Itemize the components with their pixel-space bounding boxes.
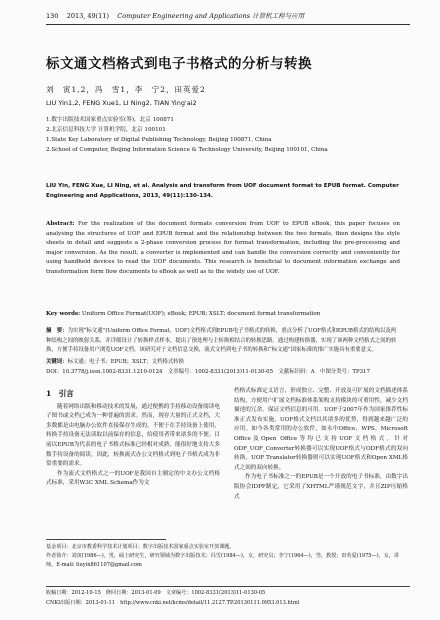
footnotes — [46, 543, 400, 569]
header-journal: Computer Engineering and Applications 计算机工程与应用 — [117, 12, 305, 20]
keywords-english — [46, 310, 400, 320]
abstract-label: Abstract: — [46, 221, 75, 227]
affiliation-1-cn: 1.数字出版技术国家重点实验室(筹)，北京 100871 — [46, 117, 174, 123]
zh-keywords-label: 关键词： — [46, 359, 68, 365]
body-paragraph: 随着网络出版和移动技术的发展，通过便携的手持移动设备阅读电子图书或文档已成为一种普遍的需求。然而，现存大量的正式文档，大多数都是由电脑办公软件直接保存生成的，不便于在手持设备上使用，转换手持设备无法读取以前保存的信息，给使用者带来诸多的不便。目前以EPUB为代表的电子书格式标准已经相对成熟，能很好地支持大多数手持设备的阅读。因此，转换流式办公文档格式到电子书格式成为非常重要的需求。 — [46, 403, 220, 468]
zh-abstract-label: 摘 要： — [46, 328, 68, 334]
affiliation-2-cn: 2.北京信息科技大学 计算机学院，北京 100101 — [46, 127, 166, 133]
running-header — [46, 10, 406, 23]
citation: LIU Yin, FENG Xue, LI Ning, et al. Analysis and transform from UOF document format to EPUB format. Computer Engineering and Applications, 2013, 49(11):130-134. — [46, 183, 399, 199]
zh-abstract-text: 为实现“标文通”(Uniform Office Format，UOF)文档格式到EPUB电子书格式的转换，重点分析了UOF格式和EPUB格式的结构以及两种结构之间的映射关系，并详细设计了转换样式样本，提出了预处理与主转换相结合的转换思路。通过构建转换器，实现了该两种文档格式之间的转换，方便手持设备用户浏览UOF文档。该研究对于文档信息交换，流式文档到电子书的转换和“标文通”国家标准的推广实施具有重要意义。 — [46, 328, 397, 353]
authors-english: LIU Yin1,2, FENG Xue1, LI Ning2, TIAN Ying'ai2 — [46, 99, 197, 107]
footnote-bio: 作者简介：刘寅(1986—)，男，硕士研究生，研究领域为数字出版技术；冯雪(1984—)，女，研究员；李宁(1964—)，男，教授；田英爱(1975—)，女，讲师。E-mail: liuyin861107@gmail.com — [46, 552, 400, 568]
footnote-fund: 基金项目：北京市教委科学技术计划项目；数字出版技术国家重点实验室开放课题。 — [46, 544, 235, 550]
header-page-number: 130 — [46, 12, 59, 20]
affiliation-1-en: 1.State Key Laboratory of Digital Publishing Technology, Beijing 100871, China — [46, 137, 272, 143]
body-paragraph: 作为电子书标准之一的EPUB是一个开放的电子书标准，由数字出版协会IDPF制定，它采用了XHTML严谨规范文字，并且ZIP压缩格式 — [234, 474, 408, 500]
keywords-label: Key words: — [46, 311, 81, 317]
body-paragraph: 档格式标准定义语言，形成独立、完整、开放及可扩展的文档描述体系结构，方便用户扩展文档标准体系架构支持模块的可重用性，减少文档描述的冗余，保证文档信息的可用。UOF于2007年作为国家推荐性标准正式发布实施，UOF格式文档以其诸多的优势，得到越来越广泛的应用。如今各类常用的办公软件，如永中Office，WPS，Microsoft Office及Open Office等均已支持UOF文档格式。针对ODF_UOF_Converter转换器可以实现UOF格式与ODF格式的双向转换，UOF Translator转换器则可以实现UOF格式和Open XML格式之间的双向转换。 — [234, 388, 408, 471]
footnote-rule — [46, 539, 166, 540]
zh-keywords-text: 标文通；电子书；EPUB；XSLT；文档格式转换 — [67, 359, 185, 365]
header-issue: 2013, 49(11) — [66, 12, 109, 20]
section-heading-intro: 1 引言 — [46, 389, 74, 398]
header-rule — [46, 24, 410, 25]
body-column-left — [46, 387, 220, 489]
body-paragraph: 作为流式文档格式之一的UOF是我国自主制定的中文办公文档格式标准，采用W3C XML Schema作为文 — [46, 470, 220, 487]
keywords-text: Uniform Office Format(UOF); eBook; EPUB; XSLT; document format transformation — [81, 311, 321, 317]
abstract-text: For the realization of the document formats conversion from UOF to EPUB eBook, this paper focuses on analysing the structures of UOF and EPUB format and the relationship between the two formats, then designs the style sheets in detail and suggests a 2-phase conversion process for format transformation, including the pre-processing and major conversion. As the result, a converter is implemented and can handle the conversion correctly and conveniently for using handheld devices to read the UOF documents. This research is beneficial to document information exchange and transformation form flow documents to eBook as well as to the widely use of UOF. — [46, 221, 400, 275]
keywords-chinese — [46, 358, 400, 368]
abstract-chinese — [46, 327, 400, 356]
abstract-english — [46, 220, 400, 277]
footer-rule — [46, 586, 410, 587]
affiliation-2-en: 2.School of Computer, Beijing Information Science & Technology University, Beijing 100101, China — [46, 147, 328, 153]
article-meta: DOI：10.3778/j.issn.1002-8331.1210-0124 文章编号：1002-8331(2013)11-0130-05 文献标识码：A 中图分类号：TP317 — [46, 369, 370, 375]
paper-title: 标文通文档格式到电子书格式的分析与转换 — [46, 56, 312, 72]
authors-chinese: 刘 寅1,2，冯 雪1，李 宁2，田英爱2 — [46, 85, 206, 94]
body-column-right — [234, 387, 408, 502]
footer-dates: 收稿日期：2012-10-15 修回日期：2013-01-09 文章编号：1002-8331(2013)11-0130-05 — [46, 590, 266, 596]
footer-cnki: CNKI出版日期：2013-01-11 http://www.cnki.net/kcms/detail/11.2127.TP.20130111.0953.013.html — [46, 600, 300, 606]
